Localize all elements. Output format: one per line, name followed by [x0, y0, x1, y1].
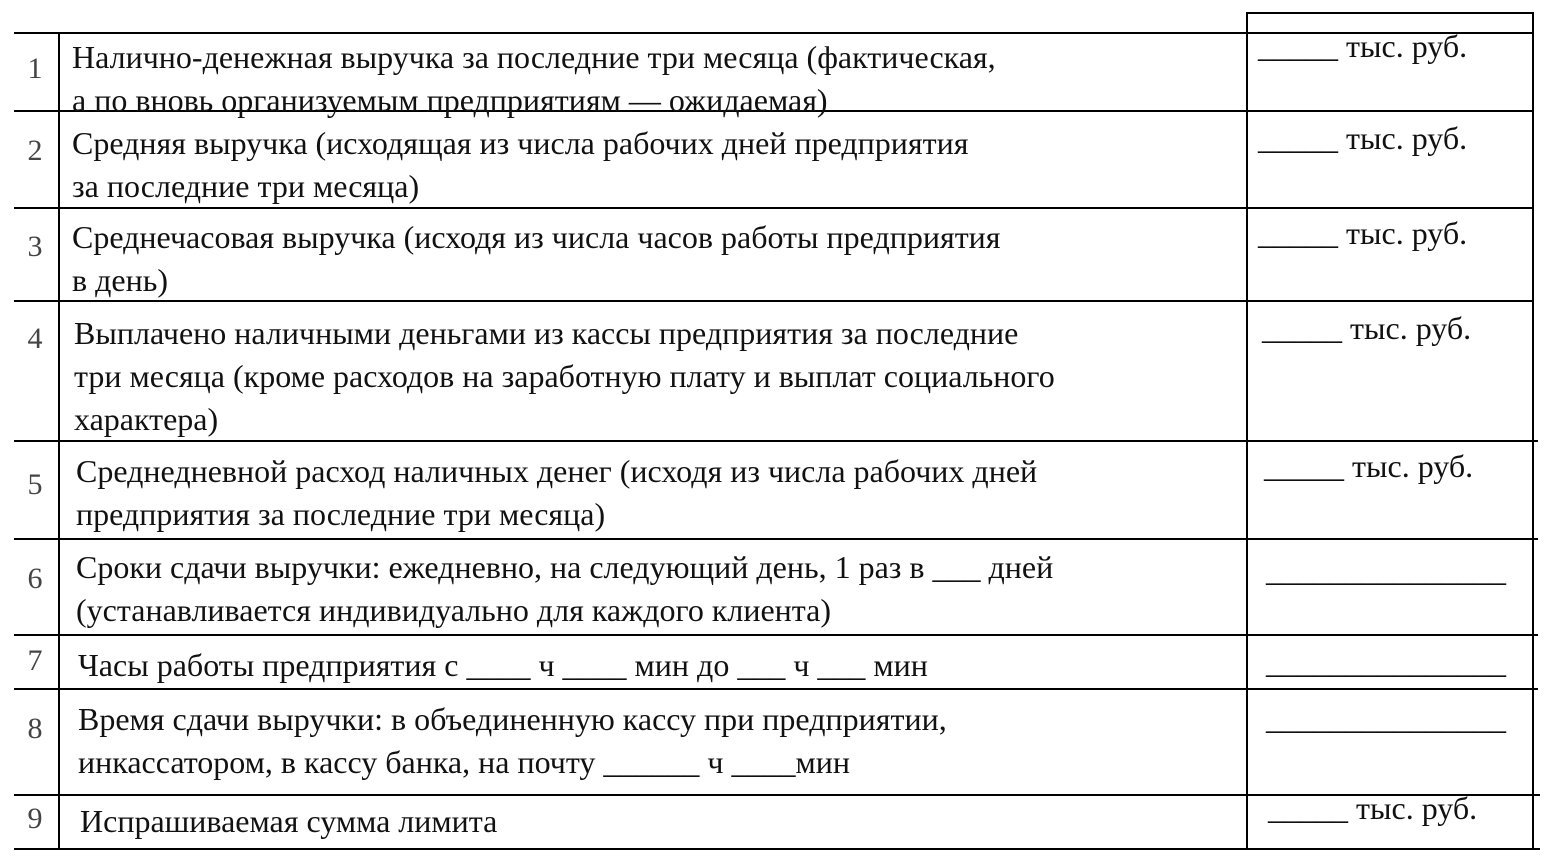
row-text-line: характера) [74, 401, 219, 437]
row-description [78, 644, 928, 687]
row-text-line: Среднедневной расход наличных денег (исходя из числа рабочих дней [76, 453, 1038, 489]
row-text-line: предприятия за последние три месяца) [76, 496, 606, 532]
row-number: 5 [27, 468, 43, 501]
row-number: 6 [27, 562, 43, 595]
row-description [76, 546, 1053, 632]
row-description [72, 216, 1001, 302]
row-divider [14, 688, 1538, 690]
amount-field[interactable]: _____ тыс. руб. [1262, 310, 1472, 346]
row-number: 1 [27, 52, 43, 85]
row-text-line: а по вновь организуемым предприятиям — ожидаемая) [72, 82, 828, 118]
row-number: 2 [27, 134, 43, 167]
entry-field[interactable]: _______________ [1266, 700, 1506, 736]
row-text-line: Часы работы предприятия с ____ ч ____ мин до ___ ч ___ мин [78, 647, 928, 683]
row-text-line: (устанавливается индивидуально для каждого клиента) [76, 592, 832, 628]
value-column-top [1246, 12, 1534, 14]
row-description [76, 450, 1037, 536]
row-text-line: Испрашиваемая сумма лимита [80, 803, 498, 839]
row-divider [14, 538, 1538, 540]
row-description [72, 122, 968, 208]
table-border-right [1532, 12, 1534, 850]
amount-field[interactable]: _____ тыс. руб. [1268, 790, 1478, 826]
row-text-line: Время сдачи выручки: в объединенную кассу при предприятии, [78, 701, 947, 737]
row-number: 8 [27, 712, 43, 745]
amount-field[interactable]: _____ тыс. руб. [1258, 120, 1468, 156]
table-border-bottom [14, 848, 1540, 850]
row-text-line: в день) [72, 262, 168, 298]
amount-field[interactable]: _____ тыс. руб. [1264, 448, 1474, 484]
row-text-line: три месяца (кроме расходов на заработную плату и выплат социального [74, 358, 1055, 394]
number-column-divider [58, 32, 60, 850]
entry-field[interactable]: _______________ [1266, 644, 1506, 680]
row-number: 4 [27, 322, 43, 355]
row-text-line: за последние три месяца) [72, 168, 420, 204]
row-text-line: Сроки сдачи выручки: ежедневно, на следующий день, 1 раз в ___ дней [76, 549, 1054, 585]
row-text-line: Выплачено наличными деньгами из кассы предприятия за последние [74, 315, 1019, 351]
row-text-line: Налично-денежная выручка за последние три месяца (фактическая, [72, 39, 996, 75]
entry-field[interactable]: _______________ [1266, 552, 1506, 588]
row-number: 9 [27, 802, 43, 835]
row-description [80, 800, 497, 843]
row-text-line: Среднечасовая выручка (исходя из числа часов работы предприятия [72, 219, 1001, 255]
row-divider [14, 634, 1538, 636]
value-column-divider [1246, 12, 1248, 850]
row-number: 7 [27, 644, 43, 677]
row-description [78, 698, 947, 784]
row-text-line: инкассатором, в кассу банка, на почту ______ ч ____мин [78, 744, 850, 780]
amount-field[interactable]: _____ тыс. руб. [1258, 215, 1468, 251]
row-description [74, 312, 1055, 441]
row-description [72, 36, 996, 122]
row-text-line: Средняя выручка (исходящая из числа рабочих дней предприятия [72, 125, 969, 161]
amount-field[interactable]: _____ тыс. руб. [1258, 28, 1468, 64]
row-number: 3 [27, 230, 43, 263]
